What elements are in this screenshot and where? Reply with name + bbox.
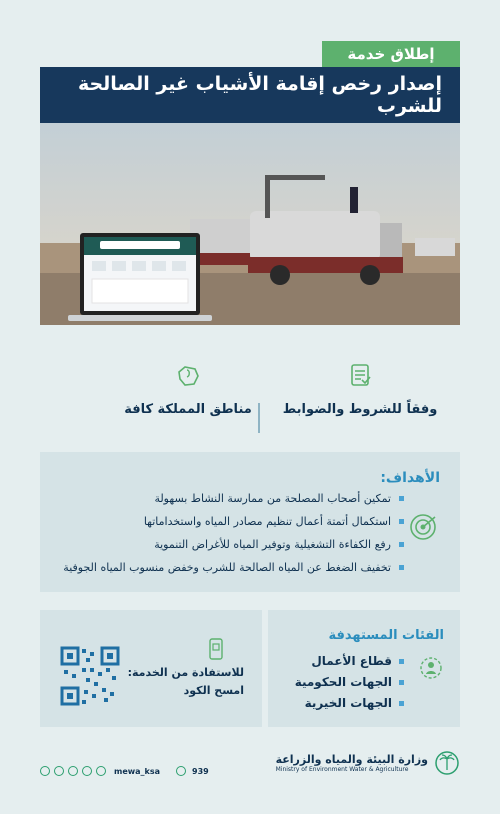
users-icon: [418, 655, 444, 681]
social-handle[interactable]: mewa_ksa: [114, 766, 161, 776]
snapchat-icon[interactable]: [96, 766, 106, 776]
target-icon: [406, 510, 440, 544]
page-title: إصدار رخص إقامة الأشياب غير الصالحة للشرب: [40, 67, 460, 123]
ministry-logo: [276, 750, 460, 776]
youtube-icon[interactable]: [54, 766, 64, 776]
x-icon[interactable]: [40, 766, 50, 776]
launch-badge: إطلاق خدمة: [322, 41, 460, 67]
ministry-name-ar: وزارة البيئة والمياه والزراعة: [275, 753, 428, 766]
list-item: استكمال أتمتة أعمال تنظيم مصادر المياه واستخداماتها: [63, 515, 404, 528]
map-icon: [175, 362, 201, 388]
target-heading: الفئات المستهدفة: [328, 628, 444, 643]
target-list: [295, 654, 404, 717]
feature-regions: [88, 362, 288, 417]
social-links: [40, 766, 209, 776]
linkedin-icon[interactable]: [68, 766, 78, 776]
hero-photo: [40, 123, 460, 325]
list-item: الجهات الحكومية: [295, 675, 404, 689]
list-item: تخفيف الضغط عن المياه الصالحة للشرب وخفض منسوب المياه الجوفية: [63, 561, 404, 574]
feature-terms: [260, 362, 460, 417]
phone-number[interactable]: 939: [192, 766, 209, 776]
feature-regions-label: مناطق المملكة كافة: [124, 402, 252, 417]
qr-code[interactable]: [60, 646, 120, 706]
qr-card: [40, 610, 262, 727]
list-item: قطاع الأعمال: [295, 654, 404, 668]
instagram-icon[interactable]: [82, 766, 92, 776]
scan-phone-icon: [206, 638, 226, 660]
phone-icon: [176, 766, 186, 776]
qr-scan-text: امسح الكود: [183, 684, 244, 697]
qr-instruction: للاستفادة من الخدمة:: [127, 666, 244, 679]
goals-list: [63, 492, 404, 584]
footer: [40, 750, 460, 794]
feature-terms-label: وفقاً للشروط والضوابط: [282, 402, 438, 417]
palm-logo-icon: [434, 750, 460, 776]
list-item: تمكين أصحاب المصلحة من ممارسة النشاط بسهولة: [63, 492, 404, 505]
target-groups-card: [268, 610, 460, 727]
list-item: رفع الكفاءة التشغيلية وتوفير المياه للأغراض التنموية: [63, 538, 404, 551]
checklist-icon: [347, 362, 373, 388]
goals-heading: الأهداف:: [380, 470, 440, 486]
goals-card: [40, 452, 460, 592]
ministry-name-en: Ministry of Environment Water & Agriculture: [275, 766, 409, 773]
list-item: الجهات الخيرية: [295, 696, 404, 710]
